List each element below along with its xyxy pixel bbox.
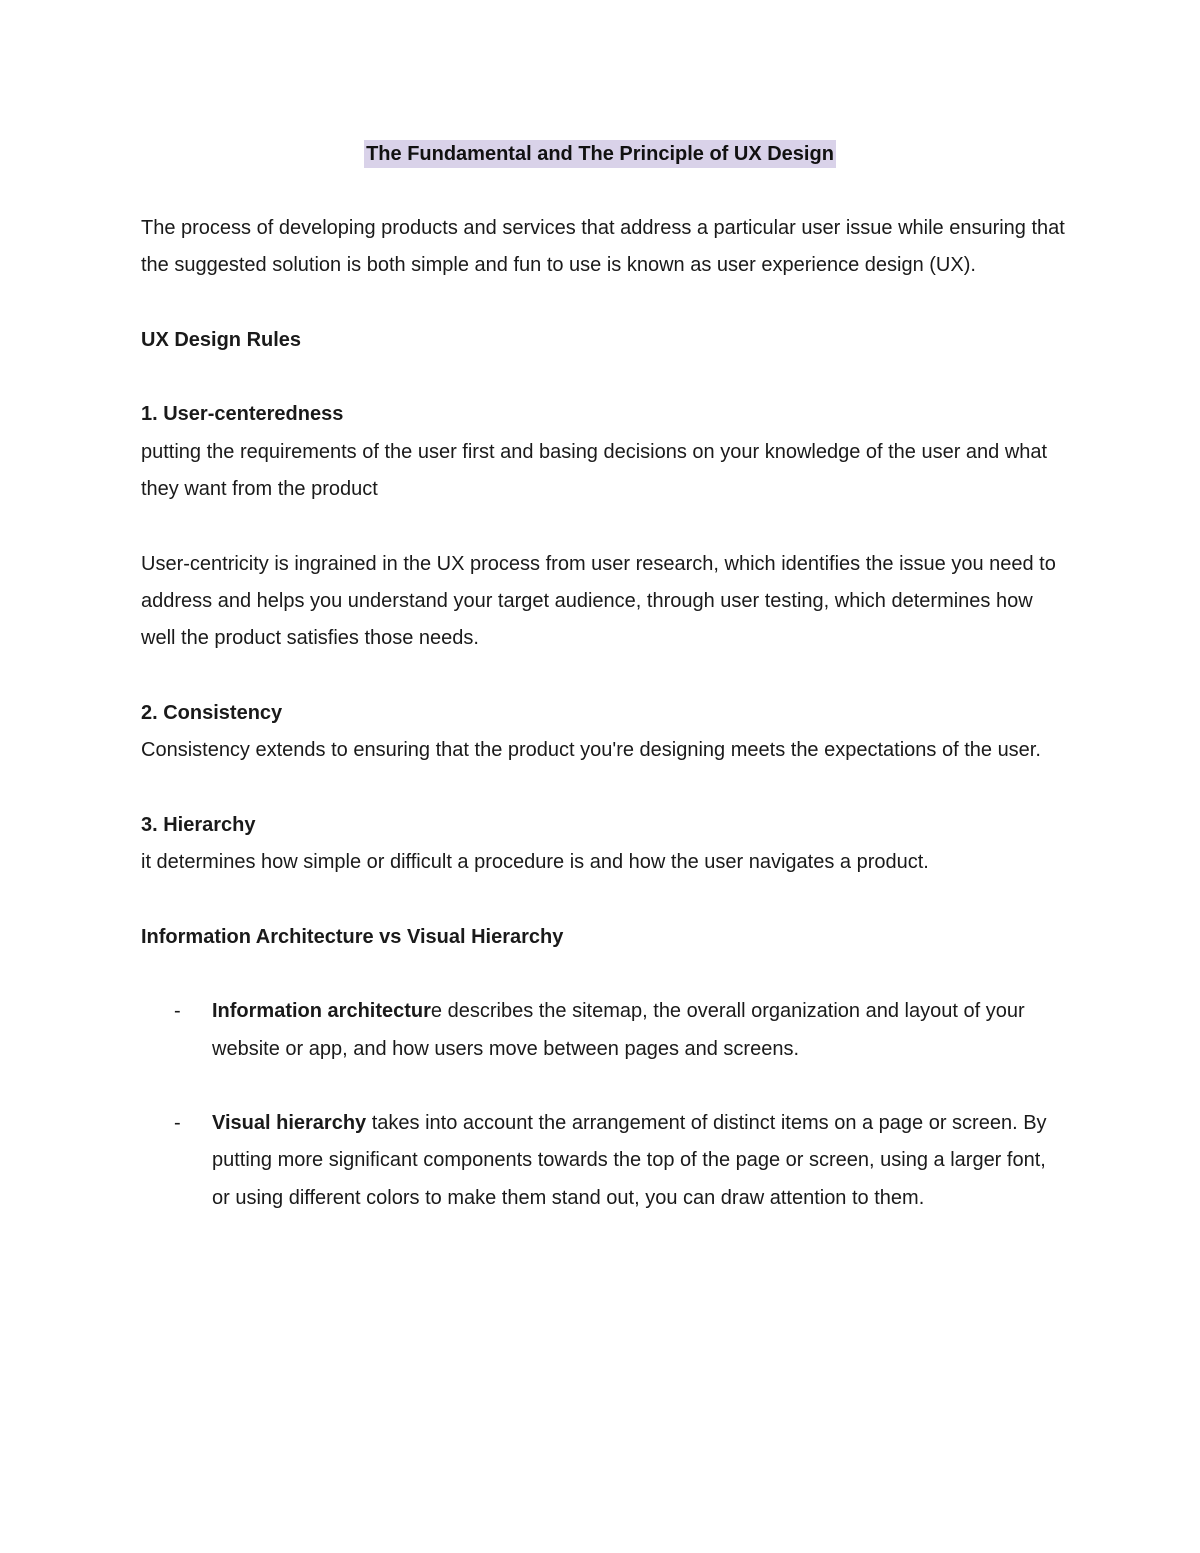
intro-paragraph: The process of developing products and services that address a particular user issue while ensuring that the suggested solution is both simple and fun to use is known as user experience design (UX).	[141, 217, 1065, 277]
ia-heading: Information Architecture vs Visual Hierarchy	[141, 925, 564, 948]
rule-paragraph: putting the requirements of the user first and basing decisions on your knowledge of the user and what they want from the product	[141, 440, 1048, 501]
document-body	[141, 210, 1066, 1217]
rule-paragraph: User-centricity is ingrained in the UX process from user research, which identifies the issue you need to address and helps you understand your target audience, through user testing, which determines how well the product satisfies those needs.	[141, 552, 1056, 650]
rule-heading-user-centeredness: 1. User-centeredness	[141, 403, 344, 426]
bullet-marker: -	[174, 1000, 181, 1023]
list-item-information-architecture	[141, 993, 1066, 1068]
rule-paragraph: it determines how simple or difficult a procedure is and how the user navigates a product.	[141, 851, 929, 874]
bullet-term: Information architectur	[212, 1000, 431, 1023]
bullet-text: takes into account the arrangement of distinct items on a page or screen. By putting more significant components towards the top of the page or screen, using a larger font, or using different colors to make them stand out, you can draw attention to them.	[212, 1112, 1047, 1209]
rules-heading: UX Design Rules	[141, 328, 302, 351]
bullet-text: e describes the sitemap, the overall organization and layout of your website or app, and how users move between pages and screens.	[212, 1000, 1025, 1060]
bullet-marker: -	[174, 1112, 181, 1135]
title-container	[0, 140, 1200, 168]
rule-paragraph: Consistency extends to ensuring that the product you're designing meets the expectations of the user.	[141, 739, 1041, 762]
bullet-term: Visual hierarchy	[212, 1112, 367, 1135]
rule-heading-consistency: 2. Consistency	[141, 701, 283, 724]
list-item-visual-hierarchy	[141, 1105, 1066, 1217]
page-title: The Fundamental and The Principle of UX Design	[364, 140, 836, 168]
rule-heading-hierarchy: 3. Hierarchy	[141, 813, 256, 836]
